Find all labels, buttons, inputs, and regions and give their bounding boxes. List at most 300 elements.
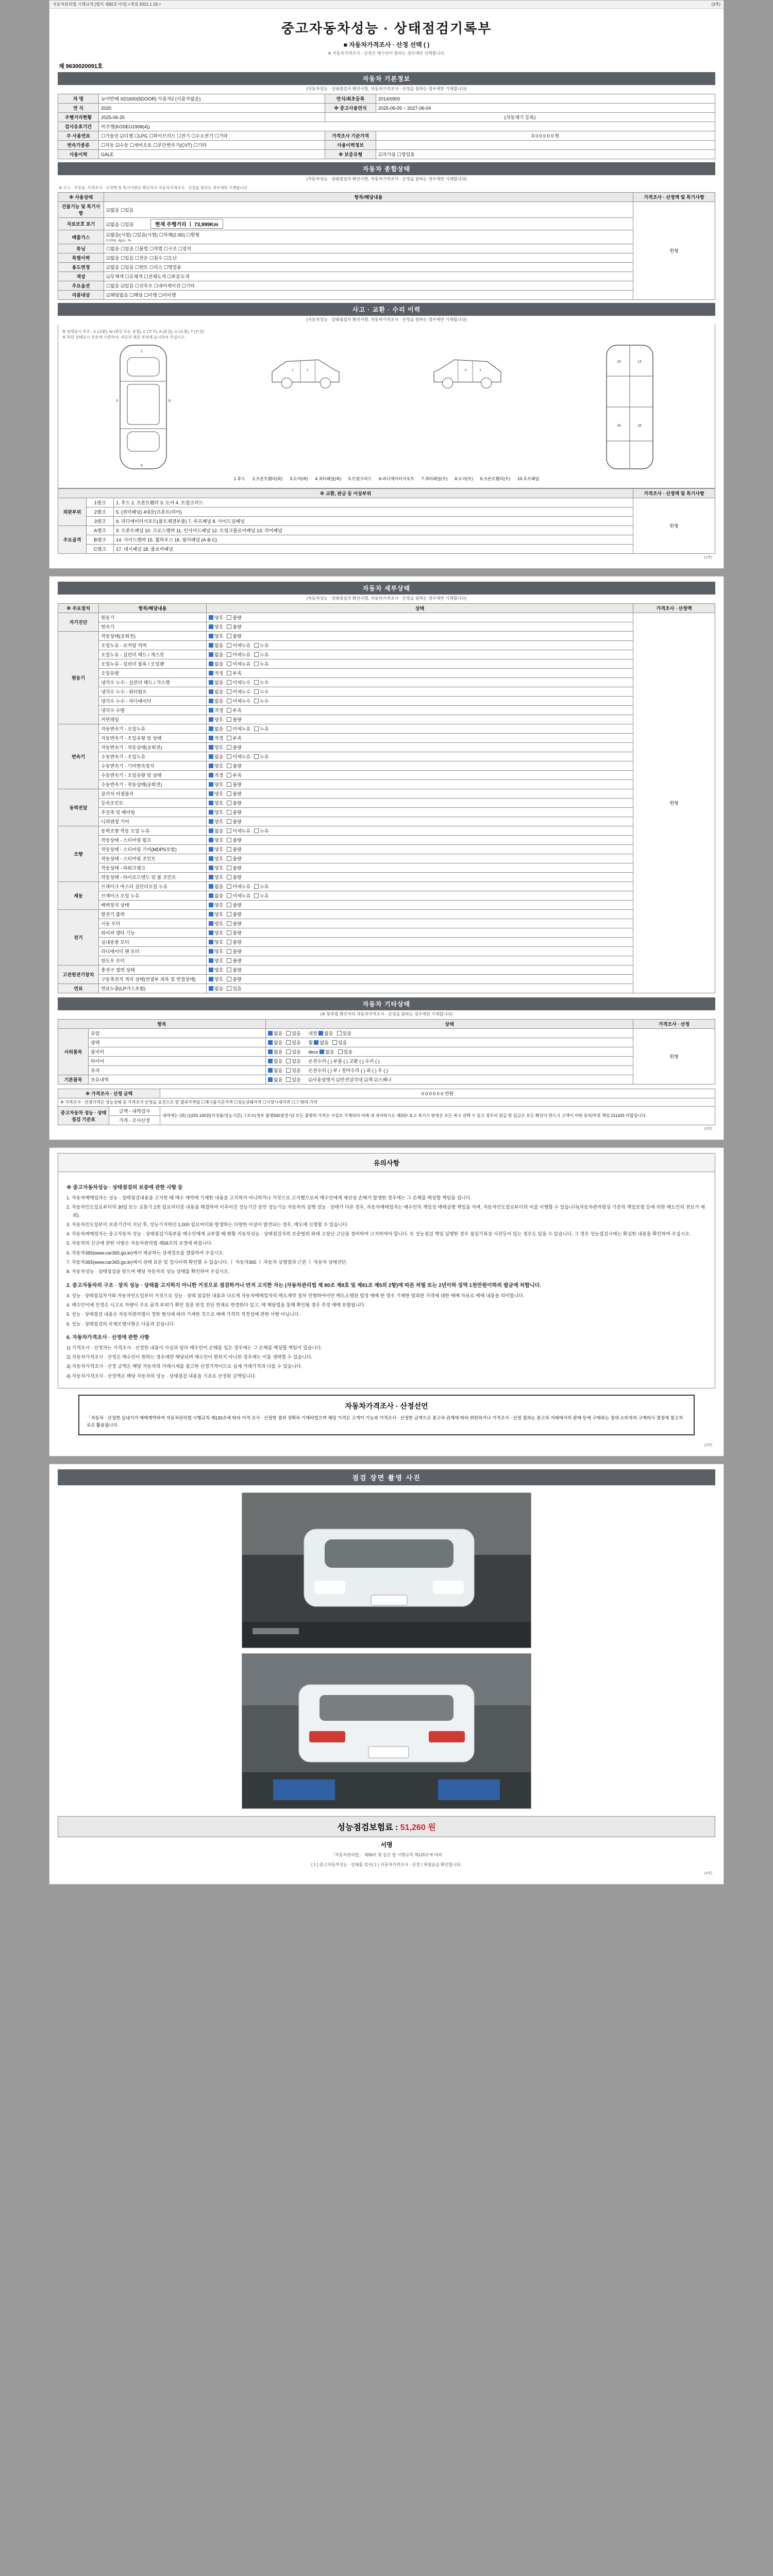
option-0[interactable]: 양호 bbox=[209, 939, 223, 945]
detail-options-1-5[interactable] bbox=[207, 678, 633, 687]
frame-text-1[interactable]: 5. (쿼터패널) 4대문(프론트/리어) bbox=[114, 507, 633, 517]
option-1[interactable]: 불량 bbox=[227, 837, 241, 843]
option-1[interactable]: 미세누유 bbox=[227, 660, 250, 667]
option-0[interactable]: 없음 bbox=[209, 725, 223, 732]
checkbox-icon[interactable] bbox=[254, 884, 259, 889]
option-1[interactable]: 불량 bbox=[227, 939, 241, 945]
option-0[interactable]: 적정 bbox=[209, 772, 223, 778]
checkbox-icon[interactable] bbox=[337, 1031, 342, 1036]
overall-item-0[interactable]: ☑없음 ☐있음 bbox=[104, 202, 633, 218]
detail-options-6-0[interactable] bbox=[207, 910, 633, 919]
detail-options-4-1[interactable] bbox=[207, 836, 633, 845]
option-1[interactable]: 미세누수 bbox=[227, 688, 250, 695]
detail-options-4-2[interactable] bbox=[207, 845, 633, 854]
detail-options-2-0[interactable] bbox=[207, 724, 633, 734]
detail-options-1-0[interactable] bbox=[207, 632, 633, 641]
detail-options-1-2[interactable] bbox=[207, 650, 633, 659]
checkbox-icon[interactable] bbox=[286, 1031, 291, 1036]
option-0[interactable]: 없음 bbox=[209, 660, 223, 667]
checkbox-icon[interactable] bbox=[209, 773, 213, 777]
option-1[interactable]: 있음 bbox=[332, 1039, 347, 1046]
option-0[interactable]: 양호 bbox=[209, 976, 223, 982]
checkbox-icon[interactable] bbox=[254, 689, 259, 694]
option-1[interactable]: 불량 bbox=[227, 976, 241, 982]
checkbox-icon[interactable] bbox=[227, 745, 231, 750]
checkbox-icon[interactable] bbox=[227, 791, 231, 796]
option-1[interactable]: 불량 bbox=[227, 614, 241, 621]
checkbox-icon[interactable] bbox=[254, 726, 259, 731]
checkbox-icon[interactable] bbox=[209, 949, 213, 954]
option-0[interactable]: 없음 bbox=[268, 1058, 282, 1064]
checkbox-icon[interactable] bbox=[209, 819, 213, 824]
option-0[interactable]: 없음 bbox=[209, 883, 223, 890]
detail-options-2-4[interactable] bbox=[207, 761, 633, 771]
checkbox-icon[interactable] bbox=[314, 1040, 318, 1045]
checkbox-icon[interactable] bbox=[227, 884, 231, 889]
option-1[interactable]: 있음 bbox=[286, 1048, 300, 1055]
option-1[interactable]: 미세누유 bbox=[227, 642, 250, 649]
option-0[interactable]: 없음 bbox=[268, 1076, 282, 1083]
checkbox-icon[interactable] bbox=[209, 828, 213, 833]
option-1[interactable]: 불량 bbox=[227, 902, 241, 908]
checkbox-icon[interactable] bbox=[254, 652, 259, 657]
checkbox-icon[interactable] bbox=[227, 828, 231, 833]
option-2[interactable]: 누수 bbox=[254, 679, 268, 686]
option-0[interactable]: 없음 bbox=[268, 1039, 282, 1046]
detail-options-6-1[interactable] bbox=[207, 919, 633, 928]
frame-text-5[interactable]: 17. 대시패널 18. 플로어패널 bbox=[114, 545, 633, 554]
checkbox-icon[interactable] bbox=[227, 717, 231, 722]
checkbox-icon[interactable] bbox=[320, 1049, 324, 1054]
option-1[interactable]: 불량 bbox=[227, 809, 241, 816]
checkbox-icon[interactable] bbox=[209, 958, 213, 963]
checkbox-icon[interactable] bbox=[268, 1040, 273, 1045]
option-0[interactable]: 없음 bbox=[320, 1048, 334, 1055]
option-1[interactable]: 있음 bbox=[286, 1067, 300, 1074]
option-0[interactable]: 없음 bbox=[209, 642, 223, 649]
checkbox-icon[interactable] bbox=[227, 671, 231, 675]
option-0[interactable]: 양호 bbox=[209, 874, 223, 880]
checkbox-icon[interactable] bbox=[227, 940, 231, 944]
detail-options-3-2[interactable] bbox=[207, 808, 633, 817]
checkbox-icon[interactable] bbox=[209, 838, 213, 842]
option-1[interactable]: 미세누유 bbox=[227, 892, 250, 899]
notice-item-2-3: 4) 자동차가격조사 · 산정액은 해당 자동차의 성능 · 상태점검 내용을 기초로 산정된 금액입니다. bbox=[66, 1373, 257, 1379]
option-0[interactable]: 양호 bbox=[209, 716, 223, 723]
option-2[interactable]: 누유 bbox=[254, 883, 268, 890]
detail-options-2-2[interactable] bbox=[207, 743, 633, 752]
other-options-2[interactable] bbox=[265, 1047, 633, 1057]
detail-options-2-1[interactable] bbox=[207, 734, 633, 743]
overall-item-2-text: ☑없음(시험) ☐있음(시험) ☐차체(2.0D) ☐원형 bbox=[106, 232, 200, 238]
option-1[interactable]: 불량 bbox=[227, 855, 241, 862]
checkbox-icon[interactable] bbox=[209, 652, 213, 657]
checkbox-icon[interactable] bbox=[254, 662, 259, 666]
detail-options-3-0[interactable] bbox=[207, 789, 633, 799]
checkbox-icon[interactable] bbox=[227, 977, 231, 981]
option-2[interactable]: 누유 bbox=[254, 660, 268, 667]
overall-item-2[interactable] bbox=[104, 230, 633, 244]
overall-item-8[interactable]: ☑해당없음 ☐해당 ☐이행 ☐미이행 bbox=[104, 291, 633, 300]
car-bottom-view-diagram[interactable] bbox=[591, 340, 668, 474]
overall-cat-7: 주요옵션 bbox=[58, 281, 104, 291]
checkbox-icon[interactable] bbox=[227, 838, 231, 842]
checkbox-icon[interactable] bbox=[227, 773, 231, 777]
option-1[interactable]: 부족 bbox=[227, 772, 241, 778]
checkbox-icon[interactable] bbox=[254, 828, 259, 833]
option-0[interactable]: 양호 bbox=[209, 781, 223, 788]
detail-item-2-4: 수동변속기 - 기어변속장치 bbox=[99, 761, 207, 771]
option-0[interactable]: 양호 bbox=[209, 762, 223, 769]
basic-value-c-6[interactable]: ☑자가용 ☐영업용 bbox=[376, 150, 715, 159]
option-0[interactable]: 없음 bbox=[209, 892, 223, 899]
checkbox-icon[interactable] bbox=[209, 866, 213, 870]
option-1[interactable]: 불량 bbox=[227, 781, 241, 788]
checkbox-icon[interactable] bbox=[227, 652, 231, 657]
option-1[interactable]: 미세누유 bbox=[227, 725, 250, 732]
checkbox-icon[interactable] bbox=[254, 699, 259, 703]
checkbox-icon[interactable] bbox=[227, 764, 231, 768]
option-0[interactable]: 없음 bbox=[209, 827, 223, 834]
option-1[interactable]: 불량 bbox=[227, 948, 241, 955]
checkbox-icon[interactable] bbox=[254, 893, 259, 898]
other-options-4[interactable] bbox=[265, 1066, 633, 1075]
option-1[interactable]: 불량 bbox=[227, 967, 241, 973]
option-2[interactable]: 누유 bbox=[254, 753, 268, 760]
detail-options-1-8[interactable] bbox=[207, 706, 633, 715]
option-0[interactable]: 양호 bbox=[209, 818, 223, 825]
detail-options-5-1[interactable] bbox=[207, 891, 633, 901]
checkbox-icon[interactable] bbox=[254, 680, 259, 685]
option-0[interactable]: 양호 bbox=[209, 911, 223, 918]
table-row bbox=[58, 919, 715, 928]
checkbox-icon[interactable] bbox=[332, 1040, 337, 1045]
overall-item-5[interactable]: ☑없음 ☐있음 ☐렌트 ☐리스 ☐영업용 bbox=[104, 263, 633, 272]
other-options-3[interactable] bbox=[265, 1057, 633, 1066]
overall-item-1[interactable] bbox=[104, 218, 633, 230]
checkbox-icon[interactable] bbox=[209, 643, 213, 648]
overall-item-7[interactable]: ☐없음 ☑있음 ☐선루프 ☐내비게이션 ☐기타 bbox=[104, 281, 633, 291]
checkbox-icon[interactable] bbox=[227, 689, 231, 694]
checkbox-icon[interactable] bbox=[209, 717, 213, 722]
checkbox-icon[interactable] bbox=[209, 847, 213, 852]
photo-rear[interactable] bbox=[242, 1653, 531, 1809]
checkbox-icon[interactable] bbox=[209, 801, 213, 805]
option-0[interactable]: 적정 bbox=[209, 707, 223, 714]
detail-options-5-0[interactable] bbox=[207, 882, 633, 891]
option-1[interactable]: 불량 bbox=[227, 744, 241, 751]
option-1[interactable]: 미세누유 bbox=[227, 651, 250, 658]
option-1[interactable]: 있음 bbox=[286, 1039, 300, 1046]
checkbox-icon[interactable] bbox=[227, 615, 231, 620]
frame-text-2[interactable]: 9. 라디에이터서포트(볼트체결부품) 7. 루프패널 8. 사이드실패널 bbox=[114, 517, 633, 526]
checkbox-icon[interactable] bbox=[209, 662, 213, 666]
checkbox-icon[interactable] bbox=[209, 689, 213, 694]
photo-front[interactable] bbox=[242, 1493, 531, 1648]
option-0[interactable]: 양호 bbox=[209, 846, 223, 853]
checkbox-icon[interactable] bbox=[227, 819, 231, 824]
option-2[interactable]: 누유 bbox=[254, 651, 268, 658]
checkbox-icon[interactable] bbox=[227, 801, 231, 805]
checkbox-icon[interactable] bbox=[286, 1068, 291, 1073]
checkbox-icon[interactable] bbox=[227, 699, 231, 703]
accident-note-2: ※ 하단 상태표시 부호에 기준하여, 자동차 해당 부위에 표시하여 주십시오. bbox=[62, 335, 186, 340]
detail-options-6-5[interactable] bbox=[207, 956, 633, 965]
option-1[interactable]: 미세누유 bbox=[227, 753, 250, 760]
checkbox-icon[interactable] bbox=[227, 930, 231, 935]
option-1[interactable]: 미세누유 bbox=[227, 827, 250, 834]
option-1[interactable]: 불량 bbox=[227, 623, 241, 630]
option-1[interactable]: 불량 bbox=[227, 911, 241, 918]
checkbox-icon[interactable] bbox=[209, 671, 213, 675]
option-1[interactable]: 미세누수 bbox=[227, 698, 250, 704]
overall-item-6[interactable]: ☑무채색 ☐유채색 ☐전체도색 ☐부분도색 bbox=[104, 272, 633, 281]
checkbox-icon[interactable] bbox=[318, 1031, 323, 1036]
checkbox-icon[interactable] bbox=[227, 680, 231, 685]
detail-options-0-1[interactable] bbox=[207, 622, 633, 632]
checkbox-icon[interactable] bbox=[227, 968, 231, 972]
frame-text-3[interactable]: 9. 프론트패널 10. 크로스멤버 11. 인사이드패널 12. 트렁크플로어패널 13. 리어패널 bbox=[114, 526, 633, 535]
option-1[interactable]: 있음 bbox=[337, 1030, 351, 1037]
checkbox-icon[interactable] bbox=[209, 680, 213, 685]
checkbox-icon[interactable] bbox=[209, 764, 213, 768]
basic-transmission-options[interactable]: ☐자동 ☑수동 ☐세미오토 ☐무단변속기(CVT) ☐기타 bbox=[99, 141, 325, 150]
option-0[interactable]: 양호 bbox=[209, 800, 223, 806]
detail-options-6-2[interactable] bbox=[207, 928, 633, 938]
option-0[interactable]: 양호 bbox=[209, 929, 223, 936]
option-1[interactable]: 불량 bbox=[227, 957, 241, 964]
option-1[interactable]: 있음 bbox=[227, 985, 241, 992]
detail-options-2-3[interactable] bbox=[207, 752, 633, 761]
car-right-side-diagram[interactable] bbox=[429, 340, 506, 402]
option-0[interactable]: 양호 bbox=[209, 920, 223, 927]
option-1[interactable]: 불량 bbox=[227, 874, 241, 880]
checkbox-icon[interactable] bbox=[286, 1059, 291, 1063]
option-0[interactable]: 없음 bbox=[318, 1030, 333, 1037]
car-top-view-diagram[interactable] bbox=[105, 340, 182, 474]
checkbox-icon[interactable] bbox=[209, 810, 213, 815]
option-0[interactable]: 양호 bbox=[209, 865, 223, 871]
detail-options-7-0[interactable] bbox=[207, 965, 633, 975]
checkbox-icon[interactable] bbox=[254, 643, 259, 648]
checkbox-icon[interactable] bbox=[227, 875, 231, 879]
detail-options-3-3[interactable] bbox=[207, 817, 633, 826]
checkbox-icon[interactable] bbox=[209, 856, 213, 861]
checkbox-icon[interactable] bbox=[209, 634, 213, 638]
checkbox-icon[interactable] bbox=[209, 884, 213, 889]
detail-options-2-6[interactable] bbox=[207, 780, 633, 789]
overall-item-3[interactable]: ☐없음 ☐있음 ☐불법 ☐적법 ☐구조 ☐장치 bbox=[104, 244, 633, 253]
option-0[interactable]: 양호 bbox=[209, 790, 223, 797]
option-0[interactable]: 없음 bbox=[268, 1030, 282, 1037]
option-0[interactable]: 양호 bbox=[209, 614, 223, 621]
checkbox-icon[interactable] bbox=[209, 875, 213, 879]
option-0[interactable]: 없음 bbox=[209, 698, 223, 704]
other-options-1[interactable] bbox=[265, 1038, 633, 1047]
car-left-side-diagram[interactable] bbox=[267, 340, 344, 402]
option-1[interactable]: 부족 bbox=[227, 670, 241, 676]
checkbox-icon[interactable] bbox=[227, 847, 231, 852]
detail-options-1-6[interactable] bbox=[207, 687, 633, 697]
checkbox-icon[interactable] bbox=[209, 708, 213, 713]
option-0[interactable]: 없음 bbox=[209, 679, 223, 686]
detail-options-3-1[interactable] bbox=[207, 799, 633, 808]
checkbox-icon[interactable] bbox=[209, 791, 213, 796]
detail-options-6-4[interactable] bbox=[207, 947, 633, 956]
option-2[interactable]: 누유 bbox=[254, 892, 268, 899]
checkbox-icon[interactable] bbox=[227, 662, 231, 666]
checkbox-icon[interactable] bbox=[209, 940, 213, 944]
option-1[interactable]: 불량 bbox=[227, 762, 241, 769]
detail-options-1-3[interactable] bbox=[207, 659, 633, 669]
option-0[interactable]: 없음 bbox=[209, 688, 223, 695]
detail-options-1-4[interactable] bbox=[207, 669, 633, 678]
overall-item-4[interactable]: ☑없음 ☐있음 ☐전손 ☐침수 ☐도난 bbox=[104, 253, 633, 263]
option-0[interactable]: 없음 bbox=[268, 1048, 282, 1055]
checkbox-icon[interactable] bbox=[209, 893, 213, 898]
checkbox-icon[interactable] bbox=[227, 856, 231, 861]
checkbox-icon[interactable] bbox=[268, 1049, 273, 1054]
option-0[interactable]: 적정 bbox=[209, 670, 223, 676]
option-1[interactable]: 불량 bbox=[227, 790, 241, 797]
checkbox-icon[interactable] bbox=[227, 893, 231, 898]
detail-options-1-9[interactable] bbox=[207, 715, 633, 724]
checkbox-icon[interactable] bbox=[227, 986, 231, 991]
option-1[interactable]: 불량 bbox=[227, 633, 241, 639]
checkbox-icon[interactable] bbox=[209, 903, 213, 907]
checkbox-icon[interactable] bbox=[268, 1068, 273, 1073]
checkbox-icon[interactable] bbox=[209, 986, 213, 991]
option-1[interactable]: 불량 bbox=[227, 800, 241, 806]
option-2[interactable]: 누수 bbox=[254, 698, 268, 704]
option-2[interactable]: 누유 bbox=[254, 725, 268, 732]
option-1[interactable]: 미세누유 bbox=[227, 883, 250, 890]
checkbox-icon[interactable] bbox=[227, 921, 231, 926]
checkbox-icon[interactable] bbox=[227, 903, 231, 907]
option-0[interactable]: 양호 bbox=[209, 855, 223, 862]
detail-options-4-3[interactable] bbox=[207, 854, 633, 863]
checkbox-icon[interactable] bbox=[209, 736, 213, 740]
checkbox-icon[interactable] bbox=[338, 1049, 343, 1054]
checkbox-icon[interactable] bbox=[227, 643, 231, 648]
option-0[interactable]: 양호 bbox=[209, 948, 223, 955]
option-0[interactable]: 적정 bbox=[209, 735, 223, 741]
checkbox-icon[interactable] bbox=[209, 782, 213, 787]
option-0[interactable]: 양호 bbox=[209, 957, 223, 964]
checkbox-icon[interactable] bbox=[209, 726, 213, 731]
option-1[interactable]: 부족 bbox=[227, 735, 241, 741]
option-1[interactable]: 있음 bbox=[338, 1048, 352, 1055]
option-1[interactable]: 불량 bbox=[227, 865, 241, 871]
option-2[interactable]: 누유 bbox=[254, 642, 268, 649]
detail-options-2-5[interactable] bbox=[207, 771, 633, 780]
checkbox-icon[interactable] bbox=[254, 754, 259, 759]
option-0[interactable]: 양호 bbox=[209, 902, 223, 908]
detail-options-1-7[interactable] bbox=[207, 697, 633, 706]
option-1[interactable]: 불량 bbox=[227, 929, 241, 936]
checkbox-icon[interactable] bbox=[209, 930, 213, 935]
option-1[interactable]: 부족 bbox=[227, 707, 241, 714]
checkbox-icon[interactable] bbox=[286, 1077, 291, 1082]
option-0[interactable]: 없음 bbox=[314, 1039, 328, 1046]
option-1[interactable]: 있음 bbox=[286, 1058, 300, 1064]
table-row bbox=[58, 244, 715, 253]
checkbox-icon[interactable] bbox=[227, 754, 231, 759]
detail-options-0-0[interactable] bbox=[207, 613, 633, 622]
option-1[interactable]: 불량 bbox=[227, 846, 241, 853]
checkbox-icon[interactable] bbox=[227, 810, 231, 815]
frame-text-0[interactable]: 1. 후드 2. 프론트휀더 3. 도어 4. 트렁크리드 bbox=[114, 498, 633, 507]
option-0[interactable]: 없음 bbox=[209, 985, 223, 992]
detail-options-6-3[interactable] bbox=[207, 938, 633, 947]
option-1[interactable]: 불량 bbox=[227, 716, 241, 723]
option-1[interactable]: 있음 bbox=[286, 1076, 300, 1083]
checkbox-icon[interactable] bbox=[286, 1040, 291, 1045]
checkbox-icon[interactable] bbox=[209, 968, 213, 972]
option-0[interactable]: 양호 bbox=[209, 809, 223, 816]
detail-options-8-0[interactable] bbox=[207, 984, 633, 993]
frame-text-4[interactable]: 14. 사이드멤버 15. 휠하우스 16. 필러패널 (A·B·C) bbox=[114, 535, 633, 545]
checkbox-icon[interactable] bbox=[227, 634, 231, 638]
checkbox-icon[interactable] bbox=[286, 1049, 291, 1054]
checkbox-icon[interactable] bbox=[227, 949, 231, 954]
basic-fuel-options[interactable]: ☐가솔린 ☑디젤 ☐LPG ☐하이브리드 ☐전기 ☐수소전기 ☐기타 bbox=[99, 131, 325, 141]
detail-options-4-4[interactable] bbox=[207, 863, 633, 873]
detail-options-5-2[interactable] bbox=[207, 901, 633, 910]
checkbox-icon[interactable] bbox=[268, 1031, 273, 1036]
checkbox-icon[interactable] bbox=[227, 866, 231, 870]
checkbox-icon[interactable] bbox=[227, 736, 231, 740]
option-1[interactable]: 미세누수 bbox=[227, 679, 250, 686]
checkbox-icon[interactable] bbox=[209, 912, 213, 917]
checkbox-icon[interactable] bbox=[227, 708, 231, 713]
checkbox-icon[interactable] bbox=[227, 958, 231, 963]
option-0[interactable]: 양호 bbox=[209, 623, 223, 630]
option-1[interactable]: 불량 bbox=[227, 818, 241, 825]
checkbox-icon[interactable] bbox=[209, 699, 213, 703]
option-0[interactable]: 양호 bbox=[209, 744, 223, 751]
option-1[interactable]: 있음 bbox=[286, 1030, 300, 1037]
option-1[interactable]: 불량 bbox=[227, 920, 241, 927]
option-0[interactable]: 없음 bbox=[209, 753, 223, 760]
detail-options-4-5[interactable] bbox=[207, 873, 633, 882]
checkbox-icon[interactable] bbox=[268, 1059, 273, 1063]
checkbox-icon[interactable] bbox=[268, 1077, 273, 1082]
option-0[interactable]: 양호 bbox=[209, 967, 223, 973]
option-2[interactable]: 누유 bbox=[254, 827, 268, 834]
option-0[interactable]: 양호 bbox=[209, 837, 223, 843]
detail-options-1-1[interactable] bbox=[207, 641, 633, 650]
other-options-0[interactable] bbox=[265, 1029, 633, 1038]
checkbox-icon[interactable] bbox=[209, 977, 213, 981]
checkbox-icon[interactable] bbox=[209, 745, 213, 750]
checkbox-icon[interactable] bbox=[227, 624, 231, 629]
checkbox-icon[interactable] bbox=[209, 624, 213, 629]
checkbox-icon[interactable] bbox=[209, 754, 213, 759]
option-0[interactable]: 양호 bbox=[209, 633, 223, 639]
option-0[interactable]: 없음 bbox=[209, 651, 223, 658]
checkbox-icon[interactable] bbox=[227, 782, 231, 787]
other-options-5[interactable] bbox=[265, 1075, 633, 1084]
checkbox-icon[interactable] bbox=[209, 921, 213, 926]
detail-options-7-1[interactable] bbox=[207, 975, 633, 984]
checkbox-icon[interactable] bbox=[209, 615, 213, 620]
detail-options-4-0[interactable] bbox=[207, 826, 633, 836]
checkbox-icon[interactable] bbox=[227, 726, 231, 731]
checkbox-icon[interactable] bbox=[227, 912, 231, 917]
option-0[interactable]: 없음 bbox=[268, 1067, 282, 1074]
option-2[interactable]: 누수 bbox=[254, 688, 268, 695]
